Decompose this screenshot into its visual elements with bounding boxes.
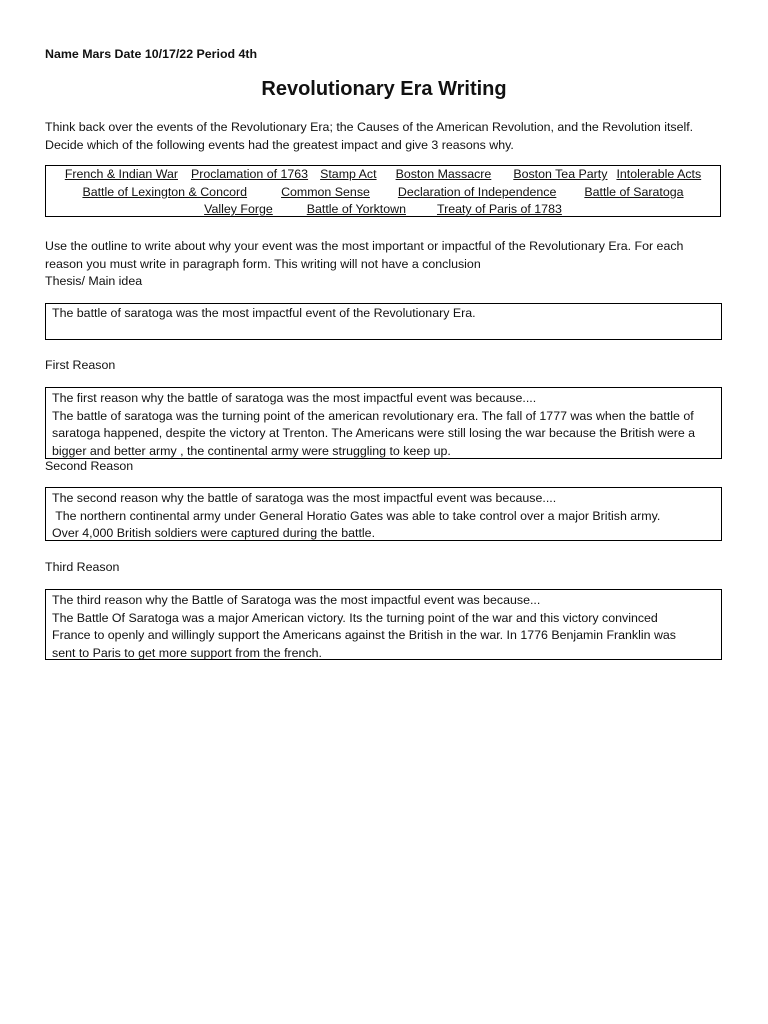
event-item: French & Indian War [64,167,178,181]
event-item: Boston Massacre [395,167,492,181]
student-info-line: Name Mars Date 10/17/22 Period 4th [45,47,258,61]
event-item: Treaty of Paris of 1783 [436,202,562,216]
event-item: Boston Tea Party [513,167,608,181]
thesis-text: The battle of saratoga was the most impactful event of the Revolutionary Era. [52,306,476,320]
event-item: Valley Forge [204,202,273,216]
third-reason-line: France to openly and willingly support the Americans against the British in the war. In 1776 Benjamin Franklin was [52,628,676,643]
event-item: Intolerable Acts [616,167,702,181]
second-reason-box[interactable] [45,487,722,541]
third-reason-line: The Battle Of Saratoga was a major American victory. Its the turning point of the war and this victory convinced [52,610,658,625]
second-reason-line: Over 4,000 British soldiers were captured during the battle. [52,526,376,541]
first-reason-line: bigger and better army , the continental army were struggling to keep up. [52,443,451,458]
third-reason-line: sent to Paris to get more support from the french. [52,645,322,660]
first-reason-line: saratoga happened, despite the victory at Trenton. The Americans were still losing the war because the British were a [52,426,696,441]
event-item: Battle of Saratoga [584,184,684,199]
first-reason-label: First Reason [45,358,116,372]
instructions-paragraph [45,237,735,273]
first-reason-box[interactable] [45,387,722,459]
event-item: Declaration of Independence [397,184,557,199]
events-row-3 [46,201,720,219]
second-reason-label: Second Reason [45,459,134,473]
event-item: Battle of Yorktown [306,202,406,216]
event-item: Battle of Lexington & Concord [82,184,248,199]
second-reason-line: The second reason why the battle of saratoga was the most impactful event was because.... [52,491,557,505]
thesis-box[interactable] [45,303,722,340]
page-title: Revolutionary Era Writing [261,78,507,100]
first-reason-line: The first reason why the battle of saratoga was the most impactful event was because.... [52,391,537,405]
second-reason-line: The northern continental army under General Horatio Gates was able to take control over a major British army. [52,508,661,523]
events-list-box [45,165,721,217]
third-reason-label: Third Reason [45,560,120,574]
instructions-line: reason you must write in paragraph form. This writing will not have a conclusion [45,257,481,271]
first-reason-line: The battle of saratoga was the turning point of the american revolutionary era. The fall of 1777 was when the battle of [52,408,694,423]
instructions-line: Use the outline to write about why your event was the most important or impactful of the Revolutionary Era. For each [45,239,684,253]
third-reason-box[interactable] [45,589,722,660]
event-item: Common Sense [281,184,370,199]
thesis-label: Thesis/ Main idea [45,274,143,288]
intro-paragraph [45,118,725,154]
intro-line: Think back over the events of the Revolutionary Era; the Causes of the American Revolution, and the Revolution itself. [45,120,694,134]
event-item: Stamp Act [320,167,377,181]
events-row-2 [46,184,720,202]
intro-line: Decide which of the following events had the greatest impact and give 3 reasons why. [45,138,514,152]
event-item: Proclamation of 1763 [190,167,309,181]
third-reason-line: The third reason why the Battle of Saratoga was the most impactful event was because... [52,593,541,607]
events-row-1 [46,166,720,184]
